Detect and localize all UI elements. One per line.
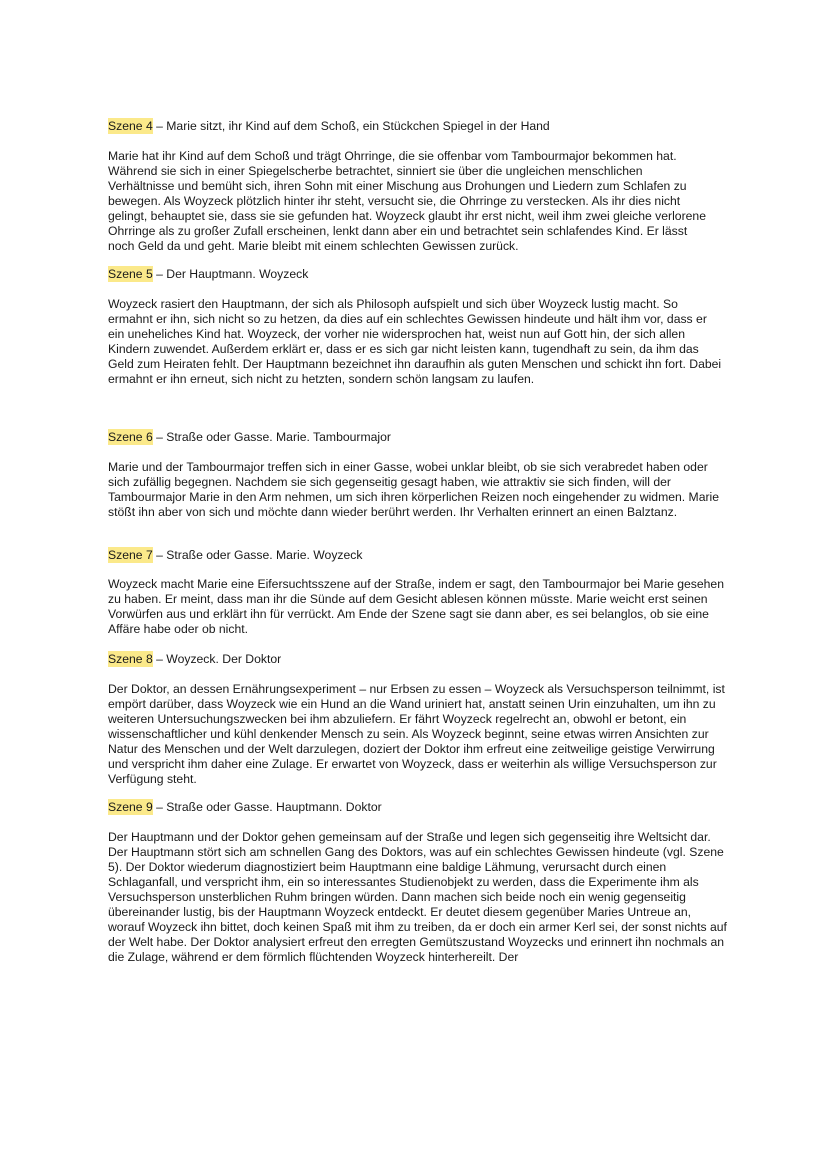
scene-heading	[108, 119, 550, 134]
scene-label-highlight: Szene 8	[108, 652, 153, 666]
scene-summary: Marie und der Tambourmajor treffen sich in einer Gasse, wobei unklar bleibt, ob sie sich verabredet haben oder sich zufällig begegnen. Nachdem sie sich gegenseitig gesagt haben, wie attraktiv sie sich finden, will der Tambourmajor Marie in den Arm nehmen, um sich ihren körperlichen Reizen noch eingehender zu widmen. Marie stößt ihn aber von sich und möchte dann wieder berührt werden. Ihr Verhalten erinnert an einen Balztanz.	[108, 460, 720, 519]
scene-label-highlight: Szene 9	[108, 800, 153, 814]
scene-label-highlight: Szene 6	[108, 430, 153, 444]
scene-heading	[108, 652, 281, 667]
scene-title: – Woyzeck. Der Doktor	[152, 652, 282, 666]
scene-summary: Der Doktor, an dessen Ernährungsexperiment – nur Erbsen zu essen – Woyzeck als Versuchsperson teilnimmt, ist empört darüber, dass Woyzeck wie ein Hund an die Wand uriniert hat, anstatt seinen Urin einzuhalten, um ihn zu weiteren Untersuchungszwecken bei ihm abzuliefern. Er fährt Woyzeck regelrecht an, obwohl er betont, ein wissenschaftlicher und kühl denkender Mensch zu sein. Als Woyzeck beginnt, seine etwas wirren Ansichten zur Natur des Menschen und der Welt darzulegen, doziert der Doktor ihm erfreut eine zeitweilige geistige Verwirrung und verspricht ihm daher eine Zulage. Er erwartet von Woyzeck, dass er weiterhin als willige Versuchsperson zur Verfügung steht.	[108, 682, 725, 786]
scene-heading	[108, 267, 308, 282]
scene-heading	[108, 548, 362, 563]
scene-title: – Straße oder Gasse. Hauptmann. Doktor	[152, 800, 382, 814]
scene-title: – Straße oder Gasse. Marie. Tambourmajor	[152, 430, 391, 444]
scene-heading	[108, 430, 391, 445]
scene-title: – Der Hauptmann. Woyzeck	[152, 267, 309, 281]
scene-title: – Straße oder Gasse. Marie. Woyzeck	[152, 548, 363, 562]
scene-summary: Woyzeck macht Marie eine Eifersuchtsszene auf der Straße, indem er sagt, den Tambourmajor bei Marie gesehen zu haben. Er meint, dass man ihr die Sünde auf dem Gesicht ablesen können müsste. Marie weicht erst seinen Vorwürfen aus und erklärt ihn für verrückt. Am Ende der Szene sagt sie dann aber, es sei belanglos, ob sie eine Affäre habe oder ob nicht.	[108, 577, 724, 636]
scene-title: – Marie sitzt, ihr Kind auf dem Schoß, ein Stückchen Spiegel in der Hand	[152, 119, 550, 133]
scene-summary: Woyzeck rasiert den Hauptmann, der sich als Philosoph aufspielt und sich über Woyzeck lustig macht. So ermahnt er ihn, sich nicht so zu hetzen, da dies auf ein schlechtes Gewissen hindeute und hält ihm vor, dass er ein uneheliches Kind hat. Woyzeck, der vorher nie widersprochen hat, weist nun auf Gott hin, der sich allen Kindern zuwendet. Außerdem erklärt er, dass er es sich gar nicht leisten kann, tugendhaft zu sein, da ihm das Geld zum Heiraten fehlt. Der Hauptmann bezeichnet ihn daraufhin als guten Menschen und schickt ihn fort. Dabei ermahnt er ihn erneut, sich nicht zu hetzten, sondern schön langsam zu laufen.	[108, 297, 722, 386]
scene-summary: Marie hat ihr Kind auf dem Schoß und trägt Ohrringe, die sie offenbar vom Tambourmajor bekommen hat. Während sie sich in einer Spiegelscherbe betrachtet, sinniert sie über die ungleichen menschlichen Verhältnisse und bemüht sich, ihren Sohn mit einer Mischung aus Drohungen und Liedern zum Schlafen zu bewegen. Als Woyzeck plötzlich hinter ihr steht, versucht sie, die Ohrringe zu verstecken. Als ihr dies nicht gelingt, behauptet sie, dass sie sie gefunden hat. Woyzeck glaubt ihr erst nicht, weil ihm zwei gleiche verlorene Ohrringe als zu großer Zufall erscheinen, lenkt dann aber ein und betrachtet sein schlafendes Kind. Er lässt noch Geld da und geht. Marie bleibt mit einem schlechten Gewissen zurück.	[108, 149, 706, 253]
scene-label-highlight: Szene 7	[108, 548, 153, 562]
scene-heading	[108, 800, 382, 815]
scene-label-highlight: Szene 5	[108, 267, 153, 281]
scene-label-highlight: Szene 4	[108, 119, 153, 133]
scene-summary: Der Hauptmann und der Doktor gehen gemeinsam auf der Straße und legen sich gegenseitig ihre Weltsicht dar. Der Hauptmann stört sich am schnellen Gang des Doktors, was auf ein schlechtes Gewissen hindeute (vgl. Szene 5). Der Doktor wiederum diagnostiziert beim Hauptmann eine baldige Lähmung, verursacht durch einen Schlaganfall, und verspricht ihm, ein so interessantes Studienobjekt zu werden, dass die Experimente ihm als Versuchsperson unsterblichen Ruhm bringen würden. Dann machen sich beide noch ein wenig gegenseitig übereinander lustig, bis der Hauptmann Woyzeck entdeckt. Er deutet diesem gegenüber Maries Untreue an, worauf Woyzeck ihn bittet, doch keinen Spaß mit ihm zu treiben, da er doch ein armer Kerl sei, der sonst nichts auf der Welt habe. Der Doktor analysiert erfreut den erregten Gemütszustand Woyzecks und erinnert ihn nochmals an die Zulage, während er dem förmlich flüchtenden Woyzeck hinterhereilt. Der	[108, 830, 727, 964]
